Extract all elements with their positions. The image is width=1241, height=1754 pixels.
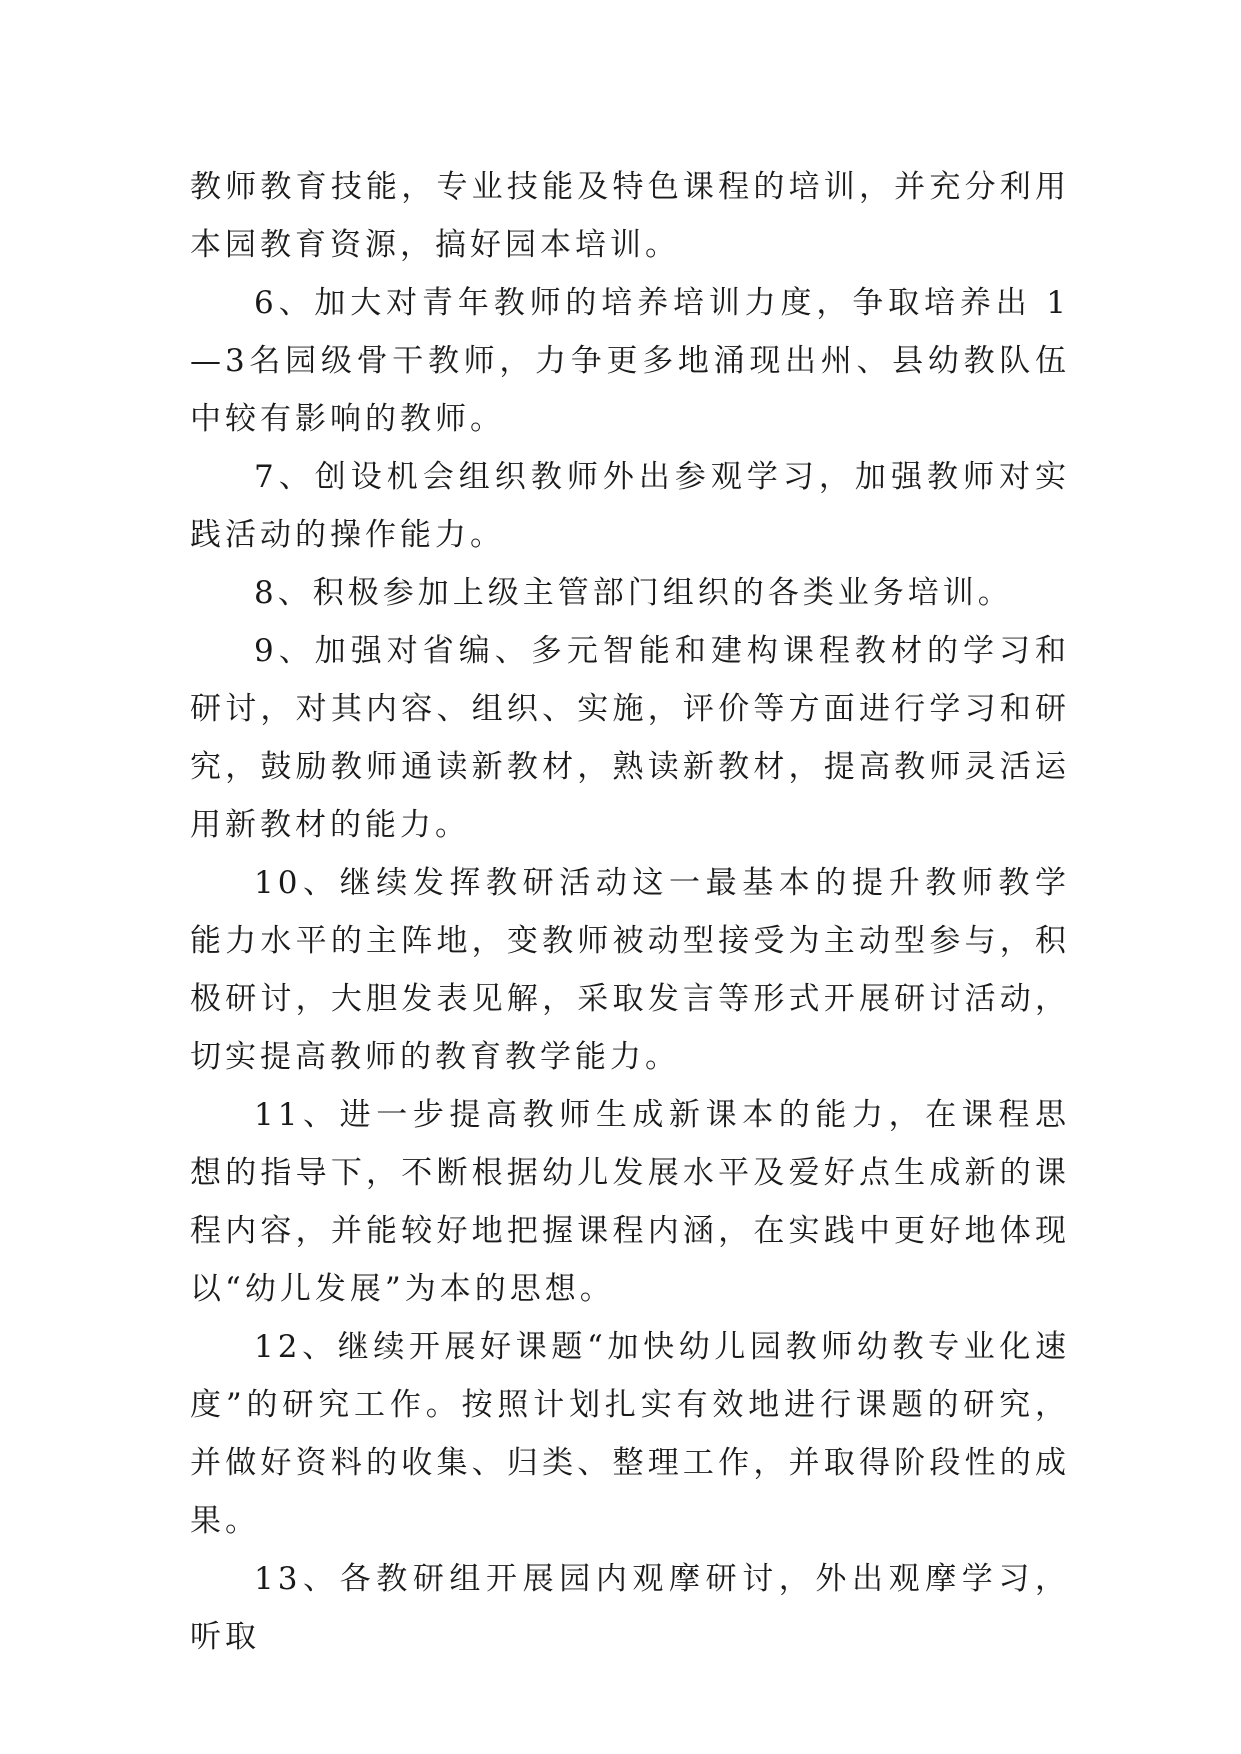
paragraph-item-7: 7、创设机会组织教师外出参观学习，加强教师对实践活动的操作能力。 [190,459,1070,553]
paragraph-item-11: 11、进一步提高教师生成新课本的能力，在课程思想的指导下，不断根据幼儿发展水平及爱好点生成新的课程内容，并能较好地把握课程内涵，在实践中更好地体现以“幼儿发展”为本的思想。 [190,1097,1070,1307]
paragraph-item-12: 12、继续开展好课题“加快幼儿园教师幼教专业化速度”的研究工作。按照计划扎实有效地进行课题的研究，并做好资料的收集、归类、整理工作，并取得阶段性的成果。 [190,1329,1070,1539]
paragraph-item-8: 8、积极参加上级主管部门组织的各类业务培训。 [254,575,1013,611]
paragraph-item-9: 9、加强对省编、多元智能和建构课程教材的学习和研讨，对其内容、组织、实施，评价等方面进行学习和研究，鼓励教师通读新教材，熟读新教材，提高教师灵活运用新教材的能力。 [190,633,1070,843]
document-body [190,158,1070,1666]
paragraph-continuation: 教师教育技能，专业技能及特色课程的培训，并充分利用本园教育资源，搞好园本培训。 [190,169,1070,263]
paragraph-item-13: 13、各教研组开展园内观摩研讨，外出观摩学习，听取 [190,1561,1070,1655]
paragraph-item-10: 10、继续发挥教研活动这一最基本的提升教师教学能力水平的主阵地，变教师被动型接受为主动型参与，积极研讨，大胆发表见解，采取发言等形式开展研讨活动，切实提高教师的教育教学能力。 [190,865,1070,1075]
paragraph-item-6: 6、加大对青年教师的培养培训力度，争取培养出 1—3名园级骨干教师，力争更多地涌现出州、县幼教队伍中较有影响的教师。 [190,285,1070,437]
